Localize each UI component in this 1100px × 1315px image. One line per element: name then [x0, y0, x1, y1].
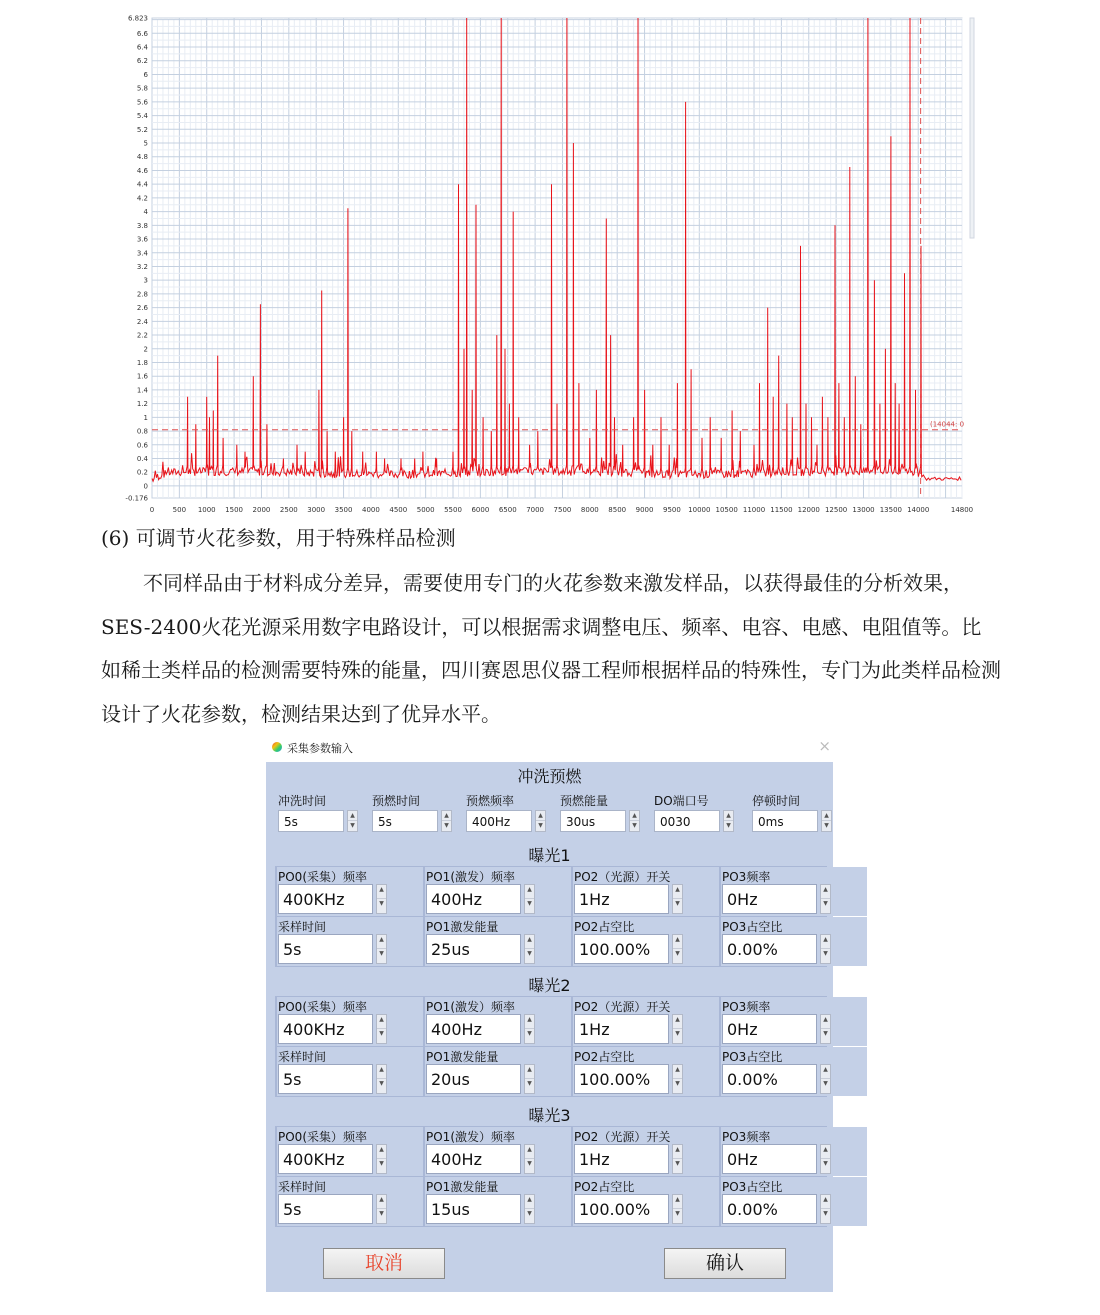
section-heading: (6) 可调节火花参数，用于特殊样品检测 [101, 526, 456, 550]
spin-up-icon[interactable]: ▲ [538, 812, 543, 819]
spin-up-icon[interactable]: ▲ [527, 936, 532, 943]
y-tick-label: 3.4 [136, 249, 148, 258]
acquisition-dialog [265, 736, 835, 1294]
param-label: PO3频率 [722, 870, 771, 884]
param-cell [277, 917, 423, 966]
y-tick-label: 5 [143, 139, 148, 148]
spin-up-icon[interactable]: ▲ [444, 812, 449, 819]
spin-down-icon[interactable]: ▼ [525, 1208, 534, 1223]
param-input[interactable]: 5s [278, 1194, 373, 1224]
param-spinner[interactable] [524, 1194, 535, 1224]
y-tick-label: 4.2 [136, 194, 148, 203]
param-cell [573, 997, 719, 1046]
spin-up-icon[interactable]: ▲ [350, 812, 355, 819]
spin-up-icon[interactable]: ▲ [675, 886, 680, 893]
x-tick-label: 9000 [635, 506, 654, 514]
y-tick-label: 0.8 [136, 427, 148, 436]
spin-down-icon[interactable]: ▼ [525, 1028, 534, 1043]
param-input[interactable]: 100.00% [574, 1194, 669, 1224]
y-tick-label: 1.4 [136, 386, 148, 395]
x-tick-label: 1500 [225, 506, 244, 514]
spin-down-icon[interactable]: ▼ [377, 948, 386, 963]
y-tick-label: 3.8 [136, 221, 148, 230]
param-label: PO0(采集）频率 [278, 870, 367, 884]
close-icon[interactable]: × [818, 737, 831, 755]
y-tick-label: 5.4 [136, 112, 148, 121]
param-input[interactable]: 20us [426, 1064, 521, 1094]
flush-field-spinner[interactable] [347, 810, 358, 832]
param-label: PO1激发能量 [426, 1050, 499, 1064]
spin-down-icon[interactable]: ▼ [525, 948, 534, 963]
spin-up-icon[interactable]: ▲ [379, 1196, 384, 1203]
param-cell [425, 1047, 571, 1096]
param-label: PO1(激发）频率 [426, 870, 515, 884]
param-cell [425, 917, 571, 966]
param-spinner[interactable] [820, 1064, 831, 1094]
param-label: PO1激发能量 [426, 1180, 499, 1194]
y-tick-label: 5.6 [136, 98, 148, 107]
param-input[interactable]: 15us [426, 1194, 521, 1224]
param-label: PO2（光源）开关 [574, 870, 671, 884]
spin-up-icon[interactable]: ▲ [823, 1066, 828, 1073]
param-label: PO2占空比 [574, 1050, 635, 1064]
param-cell [425, 1177, 571, 1226]
flush-field-input[interactable]: 30us [560, 810, 626, 832]
param-input[interactable]: 100.00% [574, 1064, 669, 1094]
flush-field-label: 停顿时间 [752, 794, 801, 808]
x-tick-label: 7000 [526, 506, 545, 514]
chart-scrollbar [970, 18, 974, 238]
x-tick-label: 11000 [742, 506, 766, 514]
dialog-title: 采集参数输入 [287, 742, 353, 755]
param-label: PO1激发能量 [426, 920, 499, 934]
exposure-2-title: 曝光2 [528, 976, 571, 995]
param-input[interactable]: 1Hz [574, 884, 669, 914]
param-spinner[interactable] [376, 1064, 387, 1094]
param-cell [277, 1177, 423, 1226]
param-input[interactable]: 400Hz [426, 1144, 521, 1174]
param-input[interactable]: 25us [426, 934, 521, 964]
x-tick-label: 10500 [715, 506, 738, 514]
param-label: PO2占空比 [574, 920, 635, 934]
param-cell [721, 997, 867, 1046]
spin-down-icon[interactable]: ▼ [673, 1208, 682, 1223]
y-tick-label: 1.2 [136, 400, 148, 409]
param-spinner[interactable] [672, 884, 683, 914]
param-spinner[interactable] [820, 1144, 831, 1174]
param-input[interactable]: 5s [278, 934, 373, 964]
flush-field-label: 预燃能量 [560, 794, 609, 808]
x-tick-label: 12500 [824, 506, 848, 514]
x-tick-label: 8500 [608, 506, 627, 514]
spin-up-icon[interactable]: ▲ [823, 1146, 828, 1153]
param-spinner[interactable] [524, 1144, 535, 1174]
spin-up-icon[interactable]: ▲ [823, 886, 828, 893]
y-tick-label: 6.823 [127, 14, 148, 23]
param-cell [277, 1127, 423, 1176]
y-tick-label: 2 [143, 345, 148, 354]
param-label: PO2（光源）开关 [574, 1000, 671, 1014]
spin-down-icon[interactable]: ▼ [525, 1078, 534, 1093]
param-label: PO0(采集）频率 [278, 1000, 367, 1014]
y-tick-label: 5.2 [136, 125, 148, 134]
y-tick-label: 2.8 [136, 290, 148, 299]
cursor-label: (14044: 0 [930, 420, 965, 429]
exposure-2-panel [275, 996, 827, 1097]
x-tick-label: 2000 [252, 506, 271, 514]
x-tick-label: 8000 [580, 506, 599, 514]
spin-down-icon[interactable]: ▼ [673, 1078, 682, 1093]
param-cell [277, 1047, 423, 1096]
param-cell [425, 867, 571, 916]
x-tick-label: 1000 [197, 506, 216, 514]
x-tick-label: 10000 [688, 506, 711, 514]
param-input[interactable]: 0.00% [722, 934, 817, 964]
spin-up-icon[interactable]: ▲ [675, 936, 680, 943]
flush-section-title: 冲洗预燃 [517, 767, 582, 786]
spin-down-icon[interactable]: ▼ [536, 820, 545, 831]
spin-up-icon[interactable]: ▲ [675, 1016, 680, 1023]
x-tick-label: 9500 [663, 506, 681, 514]
param-label: PO2占空比 [574, 1180, 635, 1194]
y-tick-label: 2.4 [136, 317, 148, 326]
y-tick-label: 3.2 [136, 262, 148, 271]
y-tick-label: 3.6 [136, 235, 148, 244]
param-label: 采样时间 [278, 920, 327, 934]
param-cell [573, 917, 719, 966]
param-label: PO3占空比 [722, 920, 783, 934]
exposure-3-title: 曝光3 [528, 1106, 571, 1125]
spin-down-icon[interactable]: ▼ [673, 1158, 682, 1173]
param-label: PO3占空比 [722, 1050, 783, 1064]
param-label: PO3频率 [722, 1130, 771, 1144]
param-cell [573, 867, 719, 916]
param-input[interactable]: 0.00% [722, 1064, 817, 1094]
exposure-1-panel [275, 866, 827, 967]
cancel-button[interactable]: 取消 [323, 1248, 445, 1279]
spin-up-icon[interactable]: ▲ [823, 936, 828, 943]
spin-down-icon[interactable]: ▼ [673, 898, 682, 913]
x-tick-label: 3500 [334, 506, 353, 514]
param-input[interactable]: 100.00% [574, 934, 669, 964]
flush-field-input[interactable]: 400Hz [466, 810, 532, 832]
param-cell [573, 1047, 719, 1096]
x-tick-label: 14800 [950, 506, 974, 514]
param-input[interactable]: 0Hz [722, 884, 817, 914]
param-spinner[interactable] [376, 934, 387, 964]
spin-up-icon[interactable]: ▲ [675, 1066, 680, 1073]
param-label: PO1(激发）频率 [426, 1000, 515, 1014]
param-label: 采样时间 [278, 1050, 327, 1064]
param-cell [277, 997, 423, 1046]
spin-down-icon[interactable]: ▼ [348, 820, 357, 831]
spin-up-icon[interactable]: ▲ [379, 1016, 384, 1023]
spin-up-icon[interactable]: ▲ [527, 1146, 532, 1153]
spin-down-icon[interactable]: ▼ [821, 1078, 830, 1093]
y-tick-label: 6.2 [136, 57, 148, 66]
spin-down-icon[interactable]: ▼ [377, 1208, 386, 1223]
spin-down-icon[interactable]: ▼ [724, 820, 733, 831]
y-tick-label: 0.2 [136, 468, 148, 477]
y-tick-label: 5.8 [136, 84, 148, 93]
param-spinner[interactable] [524, 884, 535, 914]
flush-field-input[interactable]: 0ms [752, 810, 818, 832]
param-spinner[interactable] [672, 934, 683, 964]
param-input[interactable]: 400KHz [278, 884, 373, 914]
y-tick-label: 6.6 [136, 29, 148, 38]
param-spinner[interactable] [524, 1014, 535, 1044]
dialog-body [266, 762, 833, 1292]
param-spinner[interactable] [376, 884, 387, 914]
param-spinner[interactable] [376, 1144, 387, 1174]
param-label: PO0(采集）频率 [278, 1130, 367, 1144]
x-tick-label: 0 [149, 506, 155, 514]
x-tick-label: 7500 [553, 506, 572, 514]
spin-up-icon[interactable]: ▲ [632, 812, 637, 819]
param-cell [721, 1177, 867, 1226]
param-cell [425, 997, 571, 1046]
param-input[interactable]: 5s [278, 1064, 373, 1094]
param-input[interactable]: 400KHz [278, 1014, 373, 1044]
param-cell [721, 1127, 867, 1176]
y-tick-label: 6 [143, 70, 148, 79]
param-label: PO3频率 [722, 1000, 771, 1014]
spin-up-icon[interactable]: ▲ [527, 1066, 532, 1073]
flush-field-label: 冲洗时间 [278, 794, 327, 808]
param-spinner[interactable] [672, 1014, 683, 1044]
param-input[interactable]: 0.00% [722, 1194, 817, 1224]
spin-down-icon[interactable]: ▼ [821, 898, 830, 913]
spin-up-icon[interactable]: ▲ [675, 1146, 680, 1153]
flush-field-spinner[interactable] [629, 810, 640, 832]
y-tick-label: 1.6 [136, 372, 148, 381]
y-tick-label: 1 [143, 413, 148, 422]
param-cell [721, 867, 867, 916]
app-icon [272, 742, 282, 752]
spin-up-icon[interactable]: ▲ [823, 1016, 828, 1023]
spin-up-icon[interactable]: ▲ [527, 886, 532, 893]
spin-up-icon[interactable]: ▲ [379, 936, 384, 943]
y-tick-label: 2.2 [136, 331, 148, 340]
param-spinner[interactable] [672, 1144, 683, 1174]
flush-field-label: 预燃时间 [372, 794, 421, 808]
x-tick-label: 5000 [416, 506, 435, 514]
confirm-button[interactable]: 确认 [664, 1248, 786, 1279]
exposure-3-panel [275, 1126, 827, 1227]
param-cell [721, 1047, 867, 1096]
spin-up-icon[interactable]: ▲ [823, 1196, 828, 1203]
spin-down-icon[interactable]: ▼ [377, 1028, 386, 1043]
spin-up-icon[interactable]: ▲ [379, 1146, 384, 1153]
flush-field-spinner[interactable] [441, 810, 452, 832]
param-spinner[interactable] [376, 1014, 387, 1044]
x-tick-label: 11500 [770, 506, 793, 514]
x-tick-label: 13500 [879, 506, 902, 514]
param-cell [573, 1127, 719, 1176]
y-tick-label: 4.8 [136, 153, 148, 162]
param-cell [573, 1177, 719, 1226]
param-input[interactable]: 400Hz [426, 884, 521, 914]
spin-down-icon[interactable]: ▼ [525, 1158, 534, 1173]
x-tick-label: 6000 [471, 506, 490, 514]
spin-up-icon[interactable]: ▲ [675, 1196, 680, 1203]
spin-down-icon[interactable]: ▼ [673, 948, 682, 963]
y-tick-label: 1.8 [136, 358, 148, 367]
x-tick-label: 500 [172, 506, 187, 514]
param-cell [721, 917, 867, 966]
spin-up-icon[interactable]: ▲ [527, 1196, 532, 1203]
flush-field-input[interactable]: 5s [278, 810, 344, 832]
description-paragraph: 不同样品由于材料成分差异，需要使用专门的火花参数来激发样品，以获得最佳的分析效果，SES-2400火花光源采用数字电路设计，可以根据需求调整电压、频率、电容、电感、电阻值等。比如稀土类样品的检测需要特殊的能量，四川赛恩思仪器工程师根据样品的特殊性，专门为此类样品检测设计了火花参数，检测结果达到了优异水平。 [101, 571, 1001, 726]
x-tick-label: 4000 [362, 506, 380, 514]
param-input[interactable]: 0Hz [722, 1144, 817, 1174]
spin-up-icon[interactable]: ▲ [379, 886, 384, 893]
param-spinner[interactable] [524, 1064, 535, 1094]
dialog-titlebar [265, 736, 835, 760]
x-tick-label: 12000 [797, 506, 820, 514]
spin-down-icon[interactable]: ▼ [821, 948, 830, 963]
y-tick-label: 3 [143, 276, 148, 285]
spin-down-icon[interactable]: ▼ [525, 898, 534, 913]
spin-down-icon[interactable]: ▼ [377, 1158, 386, 1173]
x-tick-label: 5500 [444, 506, 462, 514]
x-tick-label: 14000 [907, 506, 930, 514]
y-tick-label: 4.4 [136, 180, 148, 189]
param-input[interactable]: 0Hz [722, 1014, 817, 1044]
param-spinner[interactable] [820, 934, 831, 964]
spectrum-chart [105, 8, 975, 516]
x-tick-label: 4500 [389, 506, 408, 514]
y-tick-label: 0 [143, 482, 148, 491]
spin-down-icon[interactable]: ▼ [673, 1028, 682, 1043]
param-label: PO1(激发）频率 [426, 1130, 515, 1144]
spin-up-icon[interactable]: ▲ [726, 812, 731, 819]
spin-down-icon[interactable]: ▼ [821, 1208, 830, 1223]
param-spinner[interactable] [820, 884, 831, 914]
y-tick-label: 0.6 [136, 441, 148, 450]
param-input[interactable]: 400KHz [278, 1144, 373, 1174]
param-spinner[interactable] [524, 934, 535, 964]
flush-panel [275, 790, 827, 840]
y-tick-label: 2.6 [136, 304, 148, 313]
spin-down-icon[interactable]: ▼ [821, 1158, 830, 1173]
y-tick-label: 6.4 [136, 43, 148, 52]
spin-up-icon[interactable]: ▲ [824, 812, 829, 819]
flush-field-spinner[interactable] [535, 810, 546, 832]
y-tick-label: -0.176 [125, 494, 148, 503]
param-label: 采样时间 [278, 1180, 327, 1194]
x-tick-label: 6500 [498, 506, 517, 514]
param-input[interactable]: 1Hz [574, 1014, 669, 1044]
spin-down-icon[interactable]: ▼ [822, 820, 831, 831]
spin-down-icon[interactable]: ▼ [442, 820, 451, 831]
flush-field-input[interactable]: 5s [372, 810, 438, 832]
spin-down-icon[interactable]: ▼ [377, 898, 386, 913]
flush-field-input[interactable]: 0030 [654, 810, 720, 832]
param-cell [425, 1127, 571, 1176]
spin-down-icon[interactable]: ▼ [821, 1028, 830, 1043]
y-tick-label: 4.6 [136, 166, 148, 175]
param-spinner[interactable] [672, 1194, 683, 1224]
param-label: PO3占空比 [722, 1180, 783, 1194]
param-spinner[interactable] [672, 1064, 683, 1094]
spin-up-icon[interactable]: ▲ [527, 1016, 532, 1023]
y-tick-label: 4 [143, 208, 148, 217]
flush-field-spinner[interactable] [821, 810, 832, 832]
param-label: PO2（光源）开关 [574, 1130, 671, 1144]
param-spinner[interactable] [820, 1014, 831, 1044]
flush-field-label: DO端口号 [654, 794, 709, 808]
param-cell [277, 867, 423, 916]
spin-down-icon[interactable]: ▼ [630, 820, 639, 831]
param-spinner[interactable] [820, 1194, 831, 1224]
flush-field-spinner[interactable] [723, 810, 734, 832]
exposure-1-title: 曝光1 [528, 846, 571, 865]
param-input[interactable]: 1Hz [574, 1144, 669, 1174]
param-spinner[interactable] [376, 1194, 387, 1224]
x-tick-label: 3000 [307, 506, 326, 514]
param-input[interactable]: 400Hz [426, 1014, 521, 1044]
x-tick-label: 2500 [279, 506, 298, 514]
spin-up-icon[interactable]: ▲ [379, 1066, 384, 1073]
y-tick-label: 0.4 [136, 454, 148, 463]
spin-down-icon[interactable]: ▼ [377, 1078, 386, 1093]
flush-field-label: 预燃频率 [466, 794, 515, 808]
x-tick-label: 13000 [852, 506, 875, 514]
